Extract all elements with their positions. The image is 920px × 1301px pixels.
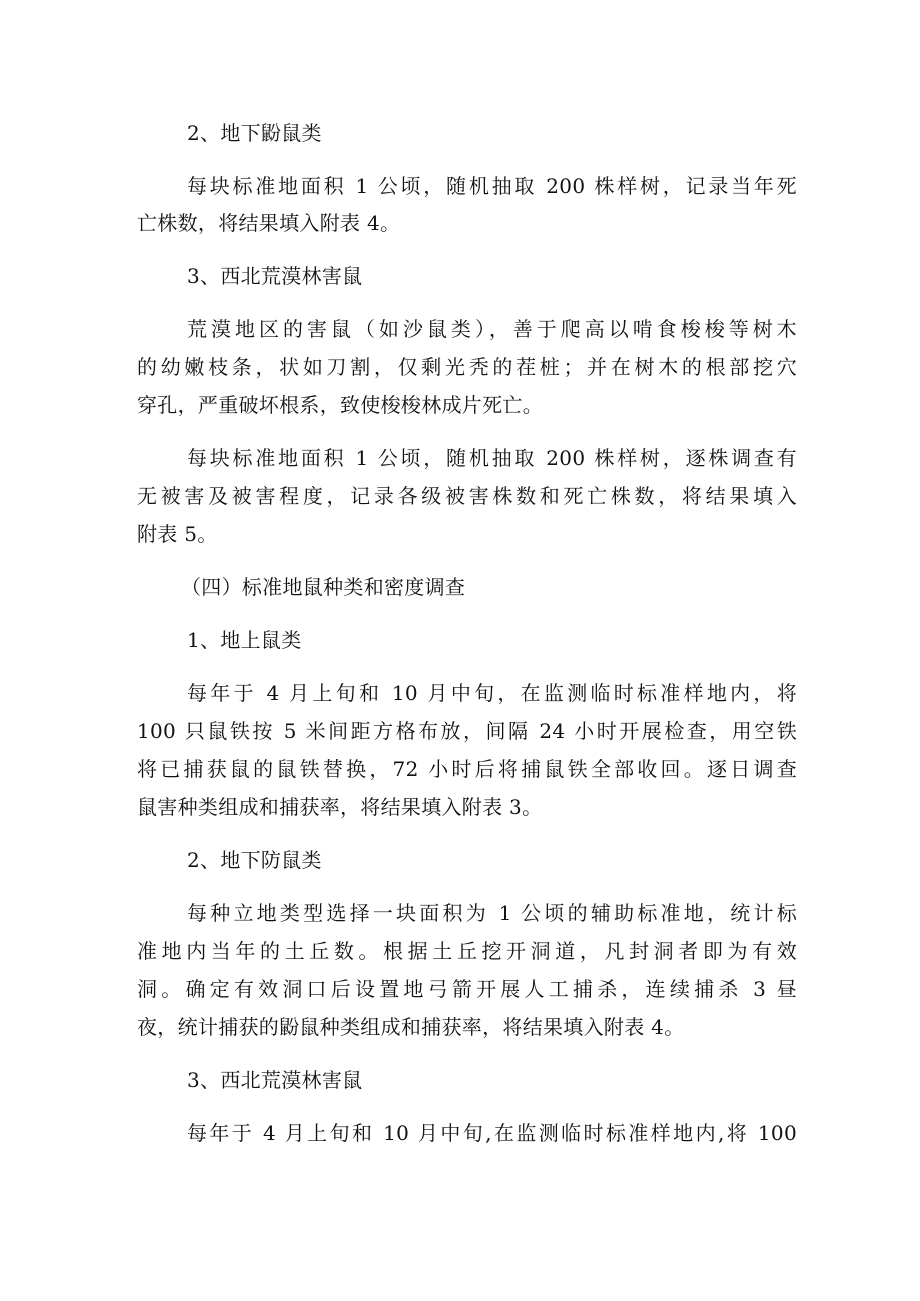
section-heading: 2、地下鼢鼠类 — [187, 121, 322, 145]
section-heading: 2、地下防鼠类 — [187, 848, 322, 872]
paragraph-line: 亡株数，将结果填入附表 4。 — [137, 211, 401, 235]
section-heading: 3、西北荒漠林害鼠 — [187, 264, 363, 288]
paragraph-line: 100 只鼠铁按 5 米间距方格布放，间隔 24 小时开展检查，用空铁 — [137, 719, 797, 743]
paragraph-line: 准地内当年的土丘数。根据土丘挖开洞道，凡封洞者即为有效 — [137, 939, 797, 963]
paragraph-line: 将已捕获鼠的鼠铁替换，72 小时后将捕鼠铁全部收回。逐日调查 — [137, 757, 797, 781]
paragraph-line: 夜，统计捕获的鼢鼠种类组成和捕获率，将结果填入附表 4。 — [137, 1015, 685, 1039]
section-heading: 1、地上鼠类 — [187, 628, 302, 652]
paragraph-line: 每块标准地面积 1 公顷，随机抽取 200 株样树，逐株调查有 — [187, 446, 797, 470]
paragraph-line: 鼠害种类组成和捕获率，将结果填入附表 3。 — [137, 795, 543, 819]
paragraph-line: 每块标准地面积 1 公顷，随机抽取 200 株样树，记录当年死 — [187, 174, 797, 198]
paragraph-line: 无被害及被害程度，记录各级被害株数和死亡株数，将结果填入 — [137, 484, 797, 508]
paragraph-line: 穿孔，严重破坏根系，致使梭梭林成片死亡。 — [137, 393, 543, 417]
paragraph-line: 每年于 4 月上旬和 10 月中旬，在监测临时标准样地内，将 — [187, 681, 797, 705]
paragraph-line: 的幼嫩枝条，状如刀割，仅剩光秃的茬桩；并在树木的根部挖穴 — [137, 355, 797, 379]
section-heading: 3、西北荒漠林害鼠 — [187, 1068, 363, 1092]
paragraph-line: 荒漠地区的害鼠（如沙鼠类），善于爬高以啃食梭梭等树木 — [187, 317, 797, 341]
paragraph-line: 附表 5。 — [137, 522, 218, 546]
paragraph-line: 每年于 4 月上旬和 10 月中旬,在监测临时标准样地内,将 100 — [187, 1121, 797, 1145]
paragraph-line: 洞。确定有效洞口后设置地弓箭开展人工捕杀，连续捕杀 3 昼 — [137, 977, 797, 1001]
chapter-heading: （四）标准地鼠种类和密度调查 — [181, 575, 466, 599]
paragraph-line: 每种立地类型选择一块面积为 1 公顷的辅助标准地，统计标 — [187, 901, 797, 925]
